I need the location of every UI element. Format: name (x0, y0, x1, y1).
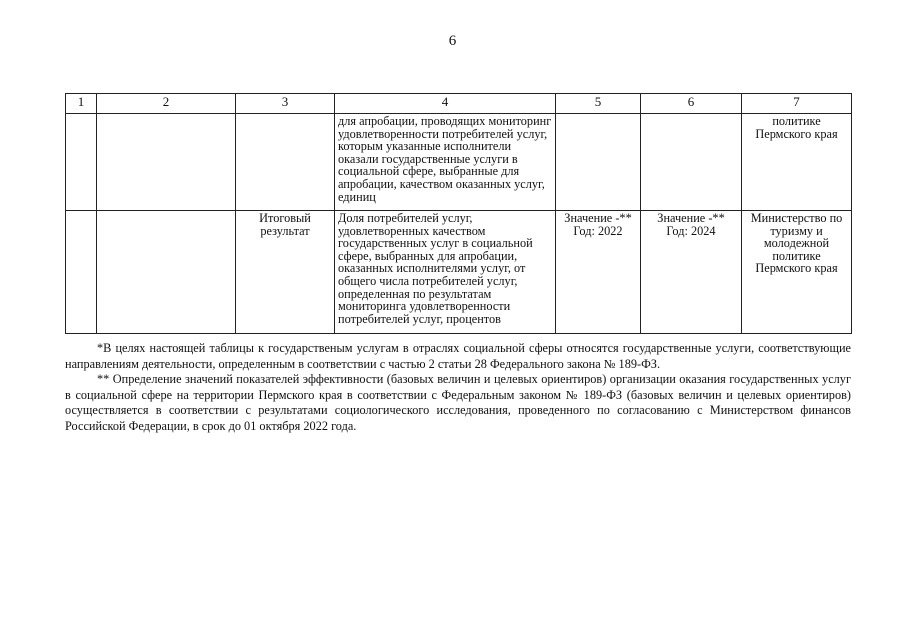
header-col-2: 2 (97, 94, 236, 114)
header-col-7: 7 (742, 94, 852, 114)
indicator-description: для апробации, проводящих мониторинг удовлетворенности потребителей услуг, которым указанные исполнители оказали государственные услуги в социальной сфере, выбранные для апробации, качеством оказанных услуг, единиц (335, 114, 556, 211)
footnote-1: *В целях настоящей таблицы к государственым услугам в отраслях социальной сферы относятся государственные услуги, соответствующие направлениям деятельности, определенным в соответствии с частью 2 статьи 28 Федерального закона № 189-ФЗ. (65, 341, 851, 371)
cell (66, 114, 97, 211)
responsible-body: Министерство по туризму и молодежной политике Пермского края (742, 211, 852, 334)
table-row (66, 211, 852, 334)
header-col-5: 5 (556, 94, 641, 114)
footnote-2: ** Определение значений показателей эффективности (базовых величин и целевых ориентиров) организации оказания государственных услуг в социальной сфере на территории Пермского края в соответствии с Федеральным законом № 189-ФЗ (базовых величин и целевых ориентиров) осуществляется в соответствии с результатами социологического исследования, проведенного по согласованию с Министерством финансов Российской Федерации, в срок до 01 октября 2022 года. (65, 372, 851, 433)
cell (97, 114, 236, 211)
cell (66, 211, 97, 334)
header-col-3: 3 (236, 94, 335, 114)
indicator-description: Доля потребителей услуг, удовлетворенных качеством государственных услуг в социальной сфере, выбранных для апробации, оказанных исполнителями услуг, от общего числа потребителей услуг, определенная по результатам мониторинга удовлетворенности потребителей услуг, процентов (335, 211, 556, 334)
cell (641, 114, 742, 211)
result-type: Итоговый результат (236, 211, 335, 334)
responsible-body: политике Пермского края (742, 114, 852, 211)
cell (97, 211, 236, 334)
value-2024 (641, 211, 742, 334)
table-header-row (66, 94, 852, 114)
value-label: Значение -** (657, 211, 725, 225)
header-col-1: 1 (66, 94, 97, 114)
cell (236, 114, 335, 211)
value-2022 (556, 211, 641, 334)
header-col-6: 6 (641, 94, 742, 114)
value-year: Год: 2022 (573, 223, 623, 238)
page-number: 6 (448, 33, 457, 49)
footnotes (65, 341, 851, 435)
value-year: Год: 2024 (666, 223, 716, 238)
indicators-table (65, 93, 852, 334)
table-row (66, 114, 852, 211)
value-label: Значение -** (564, 211, 632, 225)
header-col-4: 4 (335, 94, 556, 114)
cell (556, 114, 641, 211)
